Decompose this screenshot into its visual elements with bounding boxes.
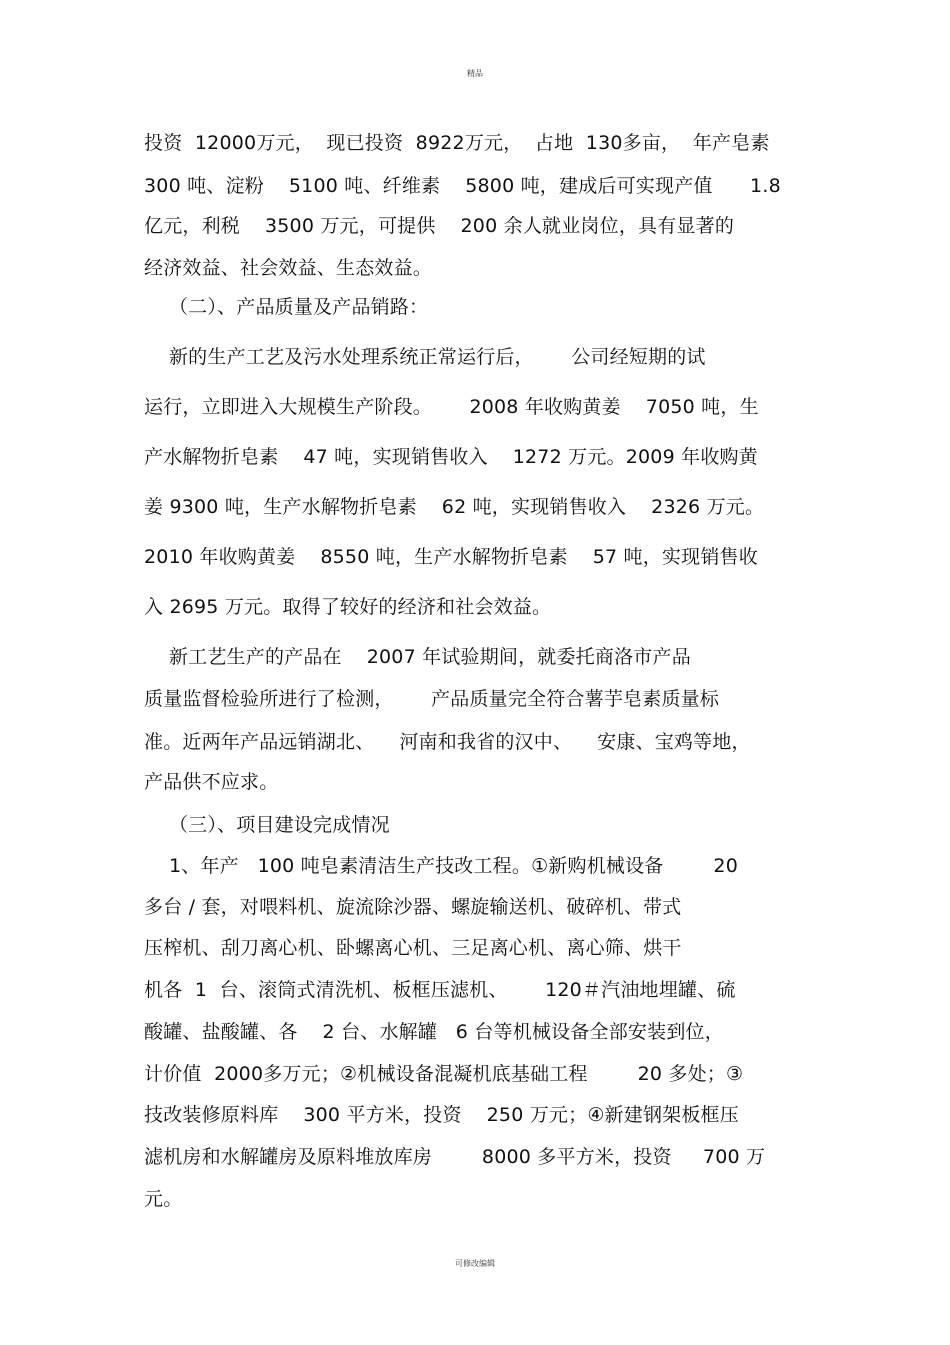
text-line: 产品供不应求。 — [144, 771, 279, 793]
text-line: 计价值 2000多万元；②机械设备混凝机底基础工程 20 多处；③ — [144, 1063, 744, 1085]
text-line: 技改装修原料库 300 平方米，投资 250 万元；④新建钢架板框压 — [144, 1104, 739, 1126]
text-line: 产水解物折皂素 47 吨，实现销售收入 1272 万元。2009 年收购黄 — [144, 446, 758, 468]
text-line: 亿元，利税 3500 万元，可提供 200 余人就业岗位，具有显著的 — [144, 215, 735, 237]
section-heading: （三）、项目建设完成情况 — [144, 814, 390, 836]
text-line: 滤机房和水解罐房及原料堆放库房 8000 多平方米，投资 700 万 — [144, 1146, 766, 1168]
text-line: 机各 1 台、滚筒式清洗机、板框压滤机、 120＃汽油地埋罐、硫 — [144, 979, 736, 1001]
text-line: 投资 12000万元， 现已投资 8922万元， 占地 130多亩， 年产皂素 — [144, 132, 770, 154]
text-line: 经济效益、社会效益、生态效益。 — [144, 257, 433, 279]
text-line: 压榨机、刮刀离心机、卧螺离心机、三足离心机、离心筛、烘干 — [144, 937, 682, 959]
text-line: 入 2695 万元。取得了较好的经济和社会效益。 — [144, 596, 552, 618]
text-line: 运行，立即进入大规模生产阶段。 2008 年收购黄姜 7050 吨，生 — [144, 396, 759, 418]
text-line: 多台 / 套，对喂料机、旋流除沙器、螺旋输送机、破碎机、带式 — [144, 896, 682, 918]
page-header: 精品 — [467, 69, 483, 78]
text-line: 酸罐、盐酸罐、各 2 台、水解罐 6 台等机械设备全部安装到位， — [144, 1021, 724, 1043]
text-line: 质量监督检验所进行了检测， 产品质量完全符合薯芋皂素质量标 — [144, 688, 720, 710]
section-heading: （二）、产品质量及产品销路： — [144, 296, 429, 318]
text-line: 1、年产 100 吨皂素清洁生产技改工程。①新购机械设备 20 — [144, 855, 738, 877]
text-line: 准。近两年产品远销湖北、 河南和我省的汉中、 安康、宝鸡等地， — [144, 731, 751, 753]
page-footer: 可修改编辑 — [455, 1259, 495, 1268]
text-line: 新的生产工艺及污水处理系统正常运行后， 公司经短期的试 — [144, 346, 706, 368]
text-line: 2010 年收购黄姜 8550 吨，生产水解物折皂素 57 吨，实现销售收 — [144, 546, 758, 568]
text-line: 新工艺生产的产品在 2007 年试验期间，就委托商洛市产品 — [144, 646, 691, 668]
text-line: 姜 9300 吨，生产水解物折皂素 62 吨，实现销售收入 2326 万元。 — [144, 496, 765, 518]
text-line: 元。 — [144, 1188, 183, 1210]
text-line: 300 吨、淀粉 5100 吨、纤维素 5800 吨，建成后可实现产值 1.8 — [144, 175, 781, 197]
